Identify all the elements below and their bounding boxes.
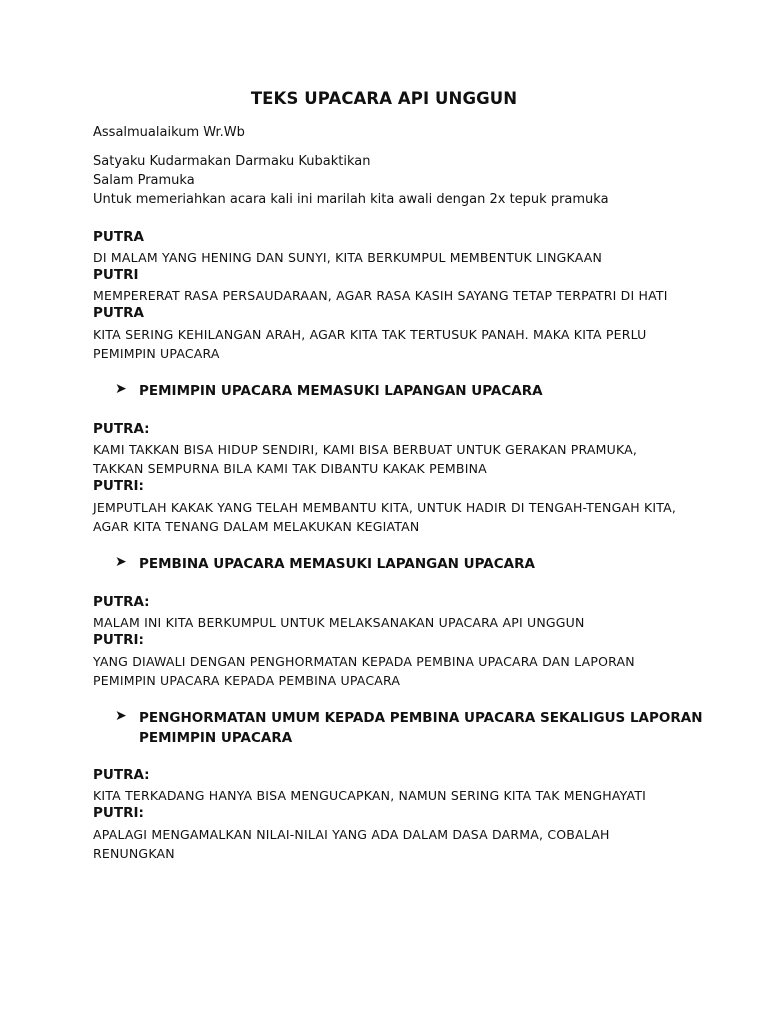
role-label: PUTRI	[93, 267, 139, 283]
role-label: PUTRI:	[93, 805, 144, 821]
verse-line: KAMI TAKKAN BISA HIDUP SENDIRI, KAMI BISA BERBUAT UNTUK GERAKAN PRAMUKA,	[93, 442, 638, 457]
role-label: PUTRA:	[93, 421, 150, 437]
verse-line: AGAR KITA TENANG DALAM MELAKUKAN KEGIATAN	[93, 519, 420, 534]
verse-line: KITA TERKADANG HANYA BISA MENGUCAPKAN, NAMUN SERING KITA TAK MENGHAYATI	[93, 788, 647, 803]
arrow-bullet-icon: ➤	[115, 708, 127, 724]
stage-heading: PEMIMPIN UPACARA	[139, 730, 293, 746]
arrow-bullet-icon: ➤	[115, 554, 127, 570]
verse-line: RENUNGKAN	[93, 846, 175, 861]
verse-line: MALAM INI KITA BERKUMPUL UNTUK MELAKSANAKAN UPACARA API UNGGUN	[93, 615, 585, 630]
stage-heading: PEMIMPIN UPACARA MEMASUKI LAPANGAN UPACARA	[139, 383, 543, 399]
stage-heading: PENGHORMATAN UMUM KEPADA PEMBINA UPACARA SEKALIGUS LAPORAN	[139, 710, 703, 726]
arrow-bullet-icon: ➤	[115, 381, 127, 397]
role-label: PUTRA:	[93, 594, 150, 610]
verse-line: YANG DIAWALI DENGAN PENGHORMATAN KEPADA PEMBINA UPACARA DAN LAPORAN	[93, 654, 635, 669]
role-label: PUTRA	[93, 229, 144, 245]
intro-line: Salam Pramuka	[93, 173, 195, 188]
greeting: Assalmualaikum Wr.Wb	[93, 125, 245, 140]
verse-line: JEMPUTLAH KAKAK YANG TELAH MEMBANTU KITA, UNTUK HADIR DI TENGAH-TENGAH KITA,	[93, 500, 677, 515]
verse-line: PEMIMPIN UPACARA KEPADA PEMBINA UPACARA	[93, 673, 401, 688]
document-title: TEKS UPACARA API UNGGUN	[250, 89, 518, 108]
stage-heading: PEMBINA UPACARA MEMASUKI LAPANGAN UPACARA	[139, 556, 535, 572]
intro-line: Satyaku Kudarmakan Darmaku Kubaktikan	[93, 154, 371, 169]
verse-line: TAKKAN SEMPURNA BILA KAMI TAK DIBANTU KAKAK PEMBINA	[93, 461, 487, 476]
role-label: PUTRA:	[93, 767, 150, 783]
verse-line: APALAGI MENGAMALKAN NILAI-NILAI YANG ADA DALAM DASA DARMA, COBALAH	[93, 827, 610, 842]
verse-line: MEMPERERAT RASA PERSAUDARAAN, AGAR RASA KASIH SAYANG TETAP TERPATRI DI HATI	[93, 288, 668, 303]
verse-line: KITA SERING KEHILANGAN ARAH, AGAR KITA TAK TERTUSUK PANAH. MAKA KITA PERLU	[93, 327, 647, 342]
verse-line: PEMIMPIN UPACARA	[93, 346, 220, 361]
role-label: PUTRA	[93, 305, 144, 321]
intro-line: Untuk memeriahkan acara kali ini marilah kita awali dengan 2x tepuk pramuka	[93, 192, 609, 207]
verse-line: DI MALAM YANG HENING DAN SUNYI, KITA BERKUMPUL MEMBENTUK LINGKAAN	[93, 250, 603, 265]
role-label: PUTRI:	[93, 632, 144, 648]
role-label: PUTRI:	[93, 478, 144, 494]
